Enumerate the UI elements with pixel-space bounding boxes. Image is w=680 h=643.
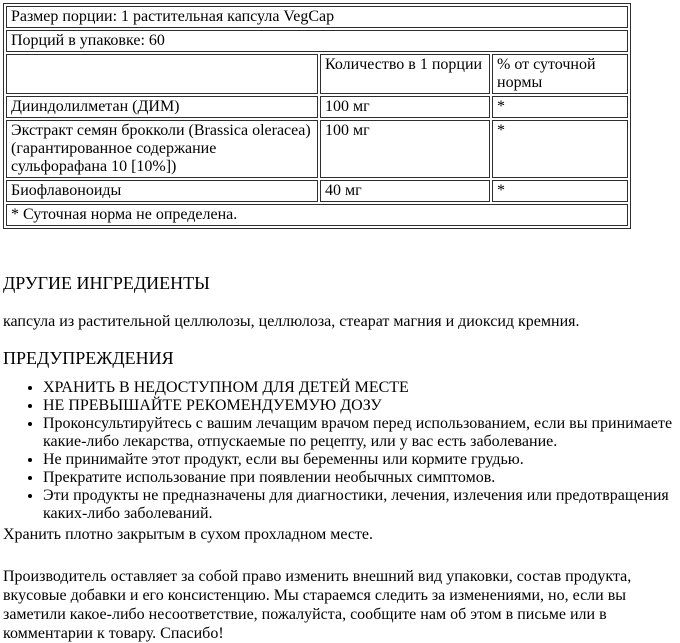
servings-per-container-row [6, 30, 628, 52]
ingredient-name-cell: Дииндолилметан (ДИМ) [6, 96, 318, 118]
warning-item: • Прекратите использование при появлении необычных симптомов. [43, 469, 677, 487]
ingredient-name-cell: Биофлавоноиды [6, 180, 318, 202]
ingredient-name-cell: Экстракт семян брокколи (Brassica oleracea) (гарантированное содержание сульфорафана 10 [10%]) [6, 120, 318, 178]
warning-list [3, 379, 677, 523]
ingredient-amount-cell: 100 мг [320, 96, 490, 118]
header-daily-value-cell: % от суточной нормы [492, 54, 628, 94]
table-row [6, 96, 628, 118]
warning-item: • Не принимайте этот продукт, если вы беременны или кормите грудью. [43, 451, 677, 469]
servings-per-container-cell: Порций в упаковке: 60 [6, 30, 628, 52]
footnote-cell: * Суточная норма не определена. [6, 204, 628, 226]
header-empty-cell [6, 54, 318, 94]
ingredient-dv-cell: * [492, 96, 628, 118]
storage-instructions: Хранить плотно закрытым в сухом прохладном месте. [3, 526, 374, 543]
table-header-row [6, 54, 628, 94]
table-row [6, 120, 628, 178]
ingredient-amount-cell: 100 мг [320, 120, 490, 178]
footnote-row [6, 204, 628, 226]
serving-size-cell: Размер порции: 1 растительная капсула VegCap [6, 6, 628, 28]
warnings-heading: ПРЕДУПРЕЖДЕНИЯ [3, 348, 174, 368]
ingredient-dv-cell: * [492, 180, 628, 202]
other-ingredients-heading: ДРУГИЕ ИНГРЕДИЕНТЫ [3, 273, 210, 293]
warning-item: • НЕ ПРЕВЫШАЙТЕ РЕКОМЕНДУЕМУЮ ДОЗУ [43, 397, 677, 415]
warning-item: • Проконсультируйтесь с вашим лечащим врачом перед использованием, если вы принимаете какие-либо лекарства, отпускаемые по рецепту, или у вас есть заболевание. [43, 415, 677, 451]
table-row [6, 180, 628, 202]
warning-item: • Эти продукты не предназначены для диагностики, лечения, излечения или предотвращения каких-либо заболеваний. [43, 487, 677, 523]
serving-size-row [6, 6, 628, 28]
ingredient-dv-cell: * [492, 120, 628, 178]
other-ingredients-text: капсула из растительной целлюлозы, целлюлоза, стеарат магния и диоксид кремния. [3, 313, 580, 330]
supplement-facts-table [3, 3, 631, 229]
warning-item: • ХРАНИТЬ В НЕДОСТУПНОМ ДЛЯ ДЕТЕЙ МЕСТЕ [43, 379, 677, 397]
header-amount-cell: Количество в 1 порции [320, 54, 490, 94]
manufacturer-disclaimer: Производитель оставляет за собой право изменить внешний вид упаковки, состав продукта, вкусовые добавки и его консистенцию. Мы стараемся следить за изменениями, но, если вы заметили какое-либо несоответствие, пожалуйста, сообщите нам об этом в письме или в комментарии к товару. Спасибо! [3, 568, 632, 642]
ingredient-amount-cell: 40 мг [320, 180, 490, 202]
